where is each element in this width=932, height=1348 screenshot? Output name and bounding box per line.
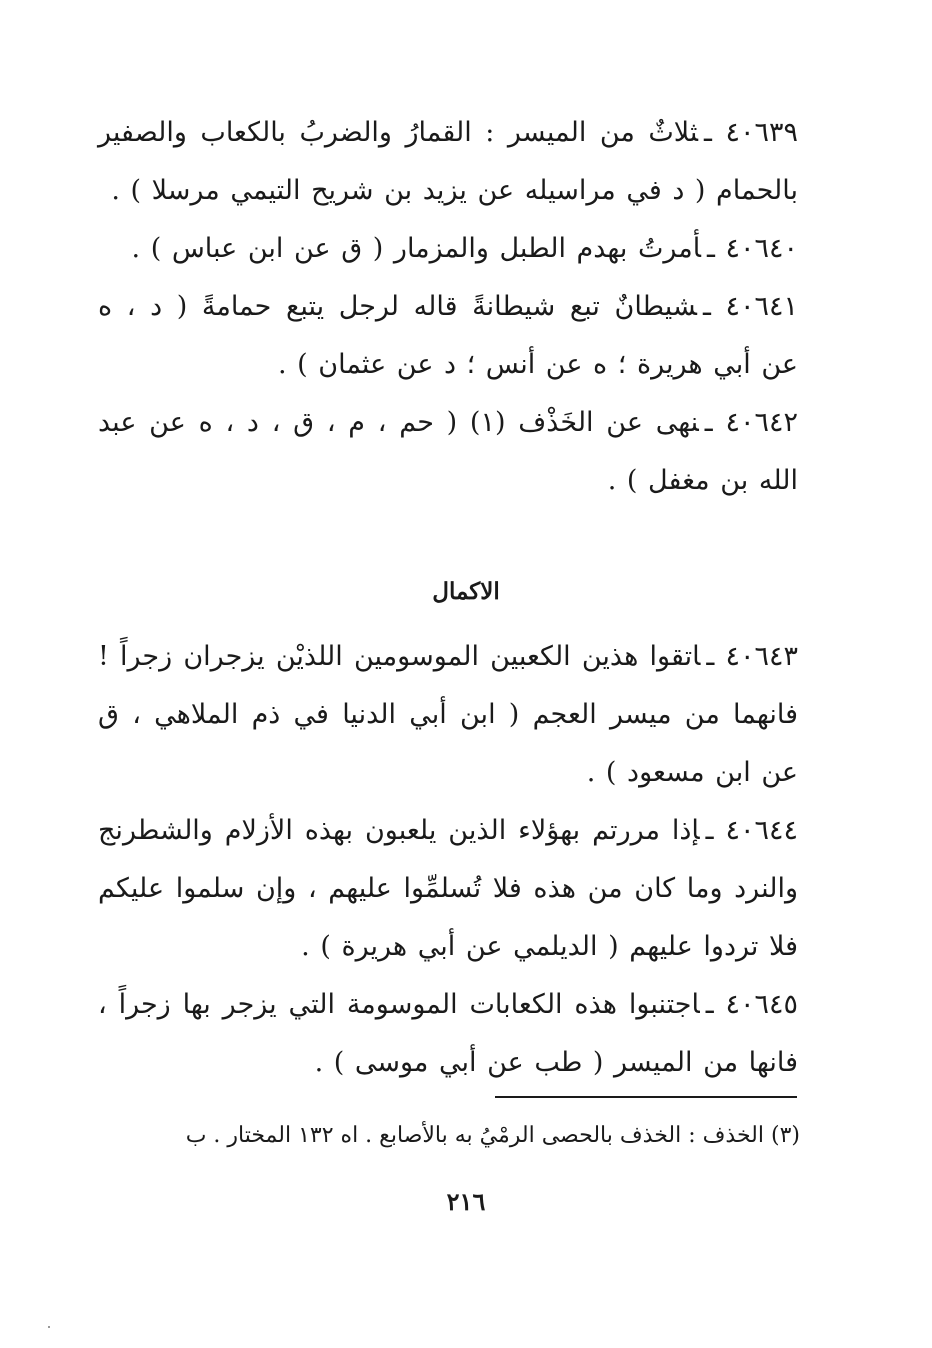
hadith-entry <box>98 104 798 220</box>
scan-speck <box>48 1326 50 1328</box>
hadith-entry <box>98 394 798 510</box>
footnote: (٣) الخذف : الخذف بالحصى الرمْيُ به بالأصابع . اه ١٣٢ المختار . ب <box>185 1123 800 1148</box>
hadith-entry <box>98 278 798 394</box>
hadith-text: نهى عن الخَذْف (١) ( حم ، م ، ق ، د ، ه عن عبد الله بن مغفل ) . <box>98 407 798 496</box>
section-title: الاكمال <box>432 578 500 605</box>
footnote-divider <box>495 1096 797 1098</box>
hadith-entry <box>98 802 798 976</box>
hadith-text: ثلاثٌ من الميسر : القمارُ والضربُ بالكعاب والصفير بالحمام ( د في مراسيله عن يزيد بن شريح التيمي مرسلا ) . <box>98 117 798 206</box>
hadith-entry <box>98 976 798 1092</box>
hadith-number: ٤٠٦٤٠ ـ <box>706 233 798 264</box>
hadith-text: شيطانٌ تبع شيطانةً قاله لرجل يتبع حمامةً ( د ، ه عن أبي هريرة ؛ ه عن أنس ؛ د عن عثمان ) . <box>98 291 798 380</box>
hadith-number: ٤٠٦٤٥ ـ <box>705 989 798 1020</box>
hadith-list-main <box>98 104 798 510</box>
hadith-number: ٤٠٦٤٣ ـ <box>706 641 799 672</box>
hadith-text: اجتنبوا هذه الكعابات الموسومة التي يزجر بها زجراً ، فانها من الميسر ( طب عن أبي موسى ) . <box>98 989 798 1078</box>
hadith-entry <box>98 628 798 802</box>
hadith-entry <box>98 220 798 278</box>
hadith-text: اتقوا هذين الكعبين الموسومين اللذيْن يزجران زجراً ! فانهما من ميسر العجم ( ابن أبي الدنيا في ذم الملاهي ، ق عن ابن مسعود ) . <box>98 641 798 788</box>
hadith-number: ٤٠٦٤٤ ـ <box>705 815 798 846</box>
hadith-text: أمرتُ بهدم الطبل والمزمار ( ق عن ابن عباس ) . <box>131 233 701 264</box>
hadith-number: ٤٠٦٣٩ ـ <box>704 117 798 148</box>
hadith-number: ٤٠٦٤١ ـ <box>702 291 798 322</box>
hadith-text: إذا مررتم بهؤلاء الذين يلعبون بهذه الأزلام والشطرنج والنرد وما كان من هذه فلا تُسلمِّوا عليهم ، وإن سلموا عليكم فلا تردوا عليهم ( الديلمي عن أبي هريرة ) . <box>98 815 798 962</box>
page-number: ٢١٦ <box>446 1187 486 1216</box>
hadith-list-ikmal <box>98 628 798 1092</box>
hadith-number: ٤٠٦٤٢ ـ <box>704 407 798 438</box>
